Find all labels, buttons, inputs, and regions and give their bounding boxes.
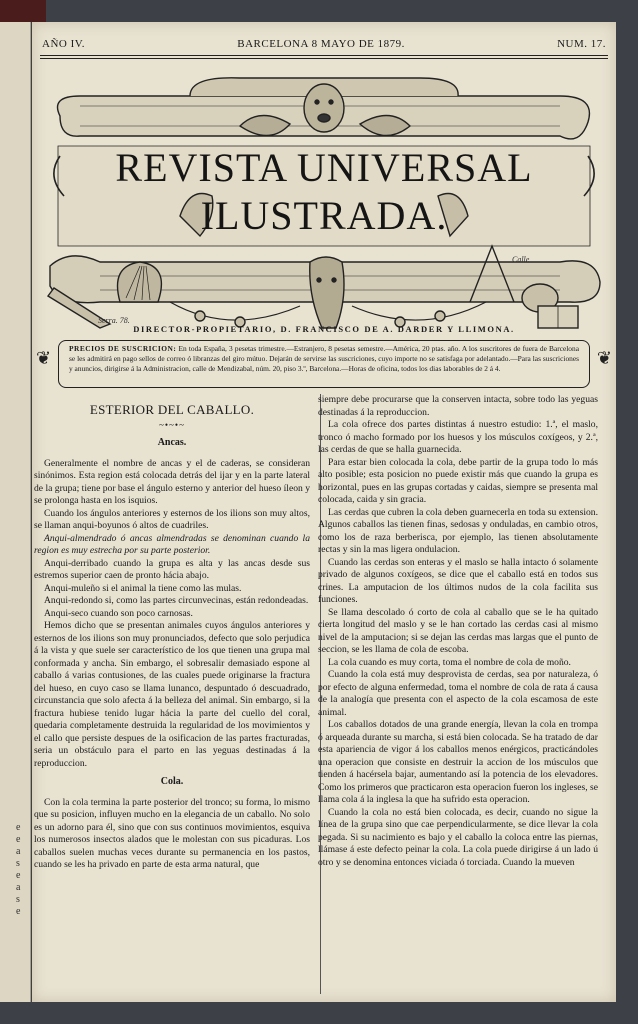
paragraph: Con la cola termina la parte posterior del tronco; su forma, lo mismo que su posicion, influyen mucho en la elegancia de un caballo. No solo es un adorno para él, sino que con sus continuos movimientos, esquiva los numerosos insectos alados que le molestan con sus picaduras. Los caballos suelen muchas veces durante su permanencia en los pastos, cuando se les ha privado en parte de esta arma natural, que (34, 796, 310, 870)
ornament-right-icon: ❦ (596, 348, 612, 368)
issue-header (42, 36, 606, 52)
left-page-fragment: s (16, 858, 20, 869)
left-page-fragment: e (16, 834, 21, 845)
left-page-fragment: e (16, 822, 21, 833)
masthead-title-line2: ILUSTRADA. (200, 193, 448, 238)
issue-year: AÑO IV. (42, 38, 86, 50)
subscription-prices-box (58, 340, 590, 388)
masthead-title-line1: REVISTA UNIVERSAL (115, 145, 533, 190)
article-title: ESTERIOR DEL CABALLO. (89, 402, 255, 417)
subscription-label: PRECIOS DE SUSCRICION: (69, 344, 177, 353)
paragraph: Cuando las cerdas son enteras y el maslo se halla intacto ó solamente privado de algunos coxígeos, se dice que el caballo está en todos sus crines. La amputacion de los últimos nudos de la cola facilita sus funciones. (318, 556, 598, 605)
left-page-fragment: a (16, 846, 21, 857)
paragraph: Anqui-almendrado ó ancas almendradas se denominan cuando la region es muy estrecha por su parte posterior. (34, 532, 310, 556)
paragraph: Los caballos dotados de una grande energía, llevan la cola en trompa ó arqueada durante su marcha, si está bien colocada. Se ha tratado de dar esta apariencia de vigor á los caballos menos enérgicos, practicándoles una operacion que consiste en destruir la accion de los músculos que tienden á hacérsela bajar, aumentando así la potencia de los elevadores. Como los primeros que practicaron esta operacion fueron los ingleses, se llama cola á la inglesa la que ha sufrido esta operacion. (318, 719, 598, 805)
adjacent-page-edge (0, 22, 31, 1002)
paragraph: Cuando la cola está muy desprovista de cerdas, sea por naturaleza, ó por efecto de alguna enfermedad, toma el nombre de cola de rata á causa de la analogía que presenta con el aspecto de la cola escamosa de este animal. (318, 669, 598, 718)
paragraph: Cuando los ángulos anteriores y esternos de los ilions son muy altos, se llaman anqui-boyunos ó altos de cuadriles. (34, 507, 310, 531)
right-column (318, 394, 598, 994)
paragraph: siempre debe procurarse que la conserven intacta, sobre todo las yeguas destinadas á la reproduccion. (318, 394, 598, 418)
paragraph: Anqui-seco cuando son poco carnosas. (44, 607, 193, 619)
engraver-signature-right: Calle (512, 255, 530, 264)
paragraph: La cola cuando es muy corta, toma el nombre de cola de moño. (328, 656, 571, 668)
left-page-fragment: a (16, 882, 21, 893)
left-column (34, 394, 310, 994)
paragraph: Para estar bien colocada la cola, debe partir de la grupa todo lo más alto posible; esta posicion no puede existir más que cuando la grupa es horizontal, pues en las grupas cortadas y caidas, siempre se presenta mal colocada, caida y sin gracia. (318, 456, 598, 505)
paragraph: Las cerdas que cubren la cola deben guarnecerla en toda su extension. Algunos caballos las tienen finas, sedosas y onduladas, en cambio otros, como los de raza berberisca, por ejemplo, las tienen absolutamente rectas y sin la mas ligera ondulacion. (318, 506, 598, 555)
paragraph: Anqui-derribado cuando la grupa es alta y las ancas desde sus estremos superior caen de pronto hácia abajo. (34, 557, 310, 581)
issue-place-date: BARCELONA 8 MAYO DE 1879. (237, 38, 405, 50)
masthead-illustration (40, 66, 608, 330)
paragraph: La cola ofrece dos partes distintas á nuestro estudio: 1.ª, el maslo, tronco ó macho formado por los huesos y los músculos coxígeos, y 2.ª, las cerdas de que se halla guarnecida. (318, 419, 598, 455)
newspaper-page (32, 22, 616, 1002)
title-flourish: ~•~•~ (159, 419, 185, 430)
section-heading-cola: Cola. (160, 776, 184, 787)
paragraph: Se llama descolado ó corto de cola al caballo que se le ha quitado cierta longitud del maslo y se le han cortado las cerdas casi al mismo nivel de la amputacion; si se dejan las cerdas mas largas que el punto de seccion, se les llama de cola de escoba. (318, 606, 598, 655)
left-page-fragment: e (16, 906, 21, 917)
paragraph: Anqui-redondo si, como las partes circunvecinas, están redondeadas. (44, 595, 309, 606)
header-rule (40, 58, 608, 59)
paragraph: Anqui-muleño si el animal la tiene como las mulas. (44, 582, 242, 594)
paragraph: Hemos dicho que se presentan animales cuyos ángulos anteriores y esternos de los ilions son muy pronunciados, defecto que solo perjudica á la vista y que suele ser característico de los que tienen una grupa mal conformada y ancha. Sin embargo, el sobresalir demasiado espone al caballo á varias contusiones, de las cuales puede originarse la fractura del hueso, en cuyo caso se llama lunanco, despuntado ó descuadrado, circunstancia que solo afecta á la belleza del animal. Sin embargo, si la fractura hubiese tenido lugar hácia la parte del cuello del coral, quedaria completamente destruida la regularidad de los movimientos y el callo que persiste despues de la osificacion de las partes fracturadas, seria un obstáculo para el parto en las yeguas destinadas á la reproduccion. (34, 620, 310, 769)
subscription-text: En toda España, 3 pesetas trimestre.—Estranjero, 8 pesetas semestre.—América, 20 ptas. año. A los suscritores de fuera de Barcelona se les admitirá en pago sellos de correo ó libranzas del giro mútuo. Dejarán de servirse las suscriciones, cuyo importe no se satisfaga por adelantado.—Para las suscriciones y anuncios, dirigirse á la Administracion, calle de Mendizabal, núm. 20, piso 3.º, Barcelona.—Horas de oficina, todos los dias laborables de 2 á 4. (69, 344, 579, 373)
issue-number: NUM. 17. (557, 38, 606, 50)
ornament-left-icon: ❦ (36, 348, 52, 368)
paragraph: Cuando la cola no está bien colocada, es decir, cuando no sigue la línea de la grupa sino que cae perpendicularmente, se dice llevar la cola pegada. Si su nacimiento es bajo y el caballo la coloca entre las piernas, llámase á este defecto peinar la cola. La cola puede dirigirse á un lado ú otro y se denomina entonces viciada ó torciada. Cuando la mueven (318, 806, 598, 868)
paragraph: Generalmente el nombre de ancas y el de caderas, se consideran sinónimos. Esta region está colocada detrás del ijar y en la parte lateral de la grupa; tiene por base el ángulo esterno y anterior del hueso íleon y se prolonga hasta en los isquios. (34, 457, 310, 506)
section-heading-ancas: Ancas. (157, 437, 187, 448)
director-line: DIRECTOR-PROPIETARIO, D. FRANCISCO DE A. DARDER Y LLIMONA. (133, 324, 515, 334)
left-page-fragment: s (16, 894, 20, 905)
left-page-fragment: e (16, 870, 21, 881)
engraver-signature-left: Serra. 78. (98, 316, 130, 325)
header-rule (40, 55, 608, 56)
book-spine (0, 0, 46, 22)
